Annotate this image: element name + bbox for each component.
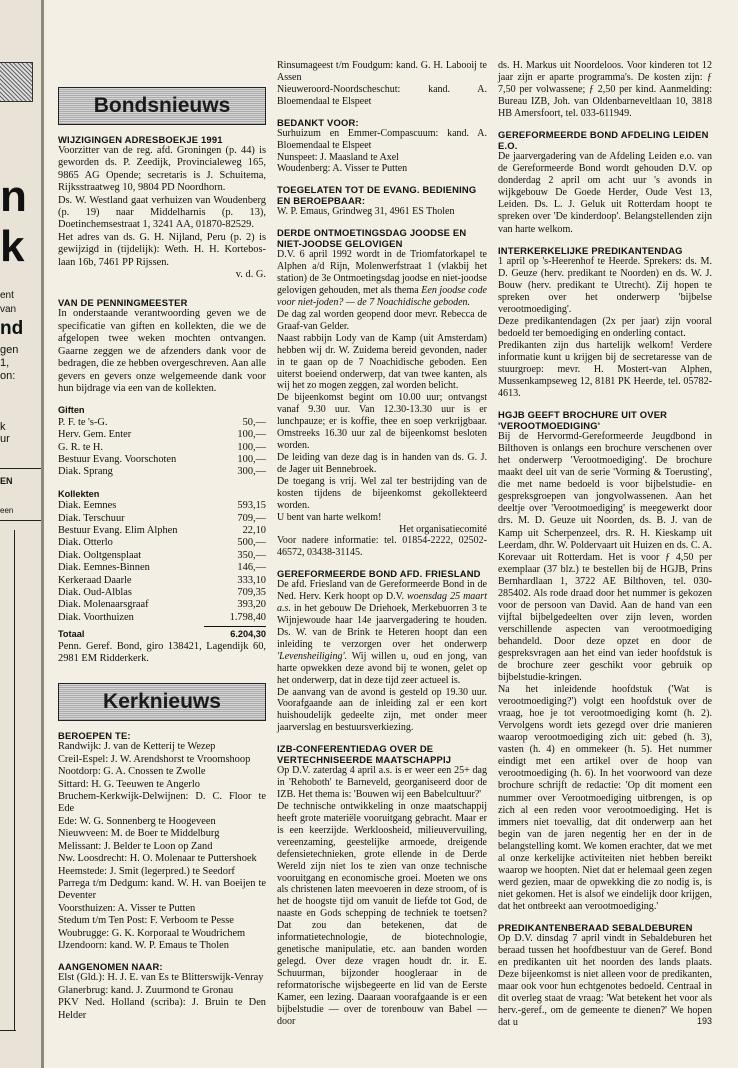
list-item: Glanerbrug: kand. J. Zuurmond te Gronau	[58, 984, 234, 996]
item-name: Diak. Oud-Alblas	[58, 587, 132, 598]
fold-fragment: 1,	[0, 357, 10, 369]
item-amount: 500,—	[237, 537, 266, 549]
paragraph: Voor nadere informatie: tel. 01854-2222, 02502-46572, 03438-31145.	[277, 535, 487, 559]
list-item: Stedum t/m Ten Post: F. Verboom te Pesse	[58, 915, 234, 927]
fold-rule	[0, 520, 44, 521]
column-2	[277, 60, 487, 1028]
list-item: Nieuwveen: M. de Boer te Middelburg	[58, 828, 220, 840]
item-amount: 593,15	[237, 500, 266, 512]
column-3	[498, 60, 712, 1029]
item-name: P. F. te 's-G.	[58, 416, 108, 428]
fold-fragment: k	[0, 421, 6, 433]
item-amount: 1.798,40	[229, 611, 266, 623]
fold-fragment: ent	[0, 290, 14, 301]
list-item: Voorsthuizen: A. Visser te Putten	[58, 902, 196, 914]
fold-rule	[0, 1030, 16, 1031]
paragraph: De leiding van deze dag is in handen van ds. G. J. de Jager uit Bennebroek.	[277, 451, 487, 475]
total-amount: 6.204,30	[230, 629, 266, 640]
paragraph: Ds. W. Westland gaat verhuizen van Woudenberg (p. 19) naar Middelharnis (p. 13), Doetinchemsestraat 1, 3241 AA, 01870-82529.	[58, 194, 266, 231]
paragraph: Voorzitter van de reg. afd. Groningen (p. 44) is geworden ds. P. Zeedijk, Provincialeweg 165, 9865 AG Opende; secretaris is J. Schuitema, Rijksstraatweg 10, 9804 PD Noordhorn.	[58, 145, 266, 194]
item-amount: 300,—	[237, 466, 266, 478]
list-item: Creil-Espel: J. W. Arendshorst te Vroomshoop	[58, 753, 251, 765]
list-item	[58, 562, 266, 574]
heading-leiden: GEREFORMEERDE BOND AFDELING LEIDEN E.O.	[498, 129, 709, 152]
fold-fragment: een	[0, 506, 14, 515]
heading-predikantendag: INTERKERKELIJKE PREDIKANTENDAG	[498, 244, 683, 256]
list-item	[58, 417, 266, 429]
item-name: Kerkeraad Daarle	[58, 574, 132, 586]
list-item: Elst (Gld.): H. J. E. van Es te Blitterswijk-Venray	[58, 972, 264, 984]
fold-fragment: van	[0, 304, 17, 315]
fold-rule	[0, 468, 44, 469]
paragraph: Op D.V. dinsdag 7 april vindt in Sebaldeburen het beraad tussen het hoofdbestuur van de Geref. Bond en predikanten uit het noorden des lands plaats. Deze bijeenkomst is niet alleen voor de predikanten, maar ook voor hun echtgenotes bedoeld. Centraal in dit overleg staat de vraag: 'Wat betekent het voor als herv.-geref., om de gemeente te dienen?' We hopen dat u	[498, 933, 712, 1029]
list-item	[58, 575, 266, 587]
item-amount: 350,—	[237, 549, 266, 561]
list-item: Randwijk: J. van de Ketterij te Wezep	[58, 741, 216, 753]
previous-page-image	[0, 62, 33, 102]
fold-fragment: EN	[0, 476, 13, 486]
list-item: PKV Ned. Holland (scriba): J. Bruin te Den Helder	[58, 997, 266, 1021]
list-item: Bruchem-Kerkwijk-Delwijnen: D. C. Floor te Ede	[58, 791, 266, 815]
heading-hgjb: HGJB GEEFT BROCHURE UIT OVER 'VEROOTMOEDIGING'	[498, 409, 668, 432]
fold-fragment: n	[0, 172, 27, 221]
text-run-italic: woensdag 25 maart a.s.	[277, 591, 487, 615]
item-name: G. R. te H.	[58, 441, 104, 453]
paragraph	[277, 249, 487, 309]
item-name: Diak. Voorthuizen	[58, 611, 134, 623]
paragraph: De bijeenkomst begint om 10.00 uur; ontvangst vanaf 9.30 uur. Van 12.30-13.30 uur is er lunchpauze; er is koffie, thee en soep verkrijgbaar. Omstreeks 16.30 uur zal de bijeenkomst besloten worden.	[277, 392, 487, 452]
list-item: Rinsumageest t/m Foudgum: kand. G. H. Labooij te Assen	[277, 60, 487, 83]
list-item	[58, 454, 266, 466]
list-item	[58, 525, 266, 537]
text-run: De afd. Friesland van de Gereformeerde Bond in de Ned. Herv. Kerk hoopt op D.V.	[277, 579, 487, 603]
paragraph: De toegang is vrij. Wel zal ter bestrijding van de kosten tijdens de bijeenkomst gekollekteerd worden.	[277, 475, 487, 511]
list-item	[58, 429, 266, 441]
paragraph: W. P. Emaus, Grindweg 31, 4961 ES Tholen	[277, 206, 455, 218]
total-row	[58, 628, 266, 640]
item-amount: 393,20	[237, 599, 266, 611]
kollekten-title: Kollekten	[58, 488, 100, 499]
text-run: Wij willen u, oud en jong, van harte opwekken deze avond bij te wonen, gelet op het onderwerp, dat in deze tijd zeer actueel is.	[277, 650, 487, 686]
item-amount: 709,35	[237, 587, 266, 598]
text-run: D.V. 6 april 1992 wordt in de Triomfatorkapel te Alphen a/d Rijn, Molenwerfstraat 1 (vlakbij het station) de 3e Ontmoetingsdag joodse en niet-joodse gelovigen gehouden, met als thema	[277, 249, 487, 297]
paragraph: Predikanten zijn dus hartelijk welkom! Verdere informatie kunt u krijgen bij de secretaresse van de stuurgroep: mevr. H. Mostert-van Alphen, Mussenkampseweg 12, 8181 PK Heerde, tel. 05782-4613.	[498, 339, 712, 400]
item-name: Diak. Eemnes-Binnen	[58, 562, 150, 574]
item-amount: 709,—	[237, 512, 266, 524]
total-rule	[204, 626, 266, 627]
paragraph: De dag zal worden geopend door mevr. Rebecca de Graaf-van Gelder.	[277, 308, 487, 332]
list-item: Woudenberg: A. Visser te Putten	[277, 163, 408, 175]
paragraph: Op D.V. zaterdag 4 april a.s. is er weer een 25+ dag in 'Rehoboth' te Barneveld, georganiseerd door de IZB. Het thema is: 'Bouwen wij een Babelcultuur?'	[277, 765, 487, 801]
heading-sebaldeburen: PREDIKANTENBERAAD SEBALDEBUREN	[498, 922, 693, 933]
heading-beroepen: BEROEPEN TE:	[58, 730, 131, 742]
heading-izb: IZB-CONFERENTIEDAG OVER DE VERTECHNISEERDE MAATSCHAPPIJ	[277, 743, 452, 766]
fold-fragment: gen	[0, 344, 19, 356]
list-item: Nw. Loosdrecht: H. O. Molenaar te Puttershoek	[58, 853, 257, 865]
paragraph: Het adres van ds. G. H. Nijland, Peru (p. 2) is gewijzigd in (tijdelijk): Weth. H. H. Kortebos-laan 16b, 7461 PP Rijssen.	[58, 231, 266, 268]
paragraph: In onderstaande verantwoording geven we de specificatie van giften en kollekten, die we de afgelopen twee weken mochten ontvangen. Gaarne zeggen we de afzenders dank voor de bedragen, die ze hebben overgeschreven. Aan alle gevers en gevers onze welgemeende dank voor hun bijdrage via een van de kollekten.	[58, 308, 266, 394]
paragraph: 1 april op 's-Heerenhof te Heerde. Sprekers: ds. M. D. Geuze (herv. predikant te Noorden) en ds. W. J. Bouw (herv. predikant te Utrecht). Zij hopen te spreken over het onderwerp 'bijbelse verootmoediging'.	[498, 255, 712, 315]
item-name: Diak. Otterlo	[58, 537, 113, 549]
list-item	[58, 513, 266, 525]
list-item: Woubrugge: G. K. Korporaal te Woudrichem	[58, 927, 246, 939]
item-name: Bestuur Evang. Voorschoten	[58, 453, 177, 465]
item-name: Bestuur Evang. Elim Alphen	[58, 524, 178, 536]
heading-bedankt: BEDANKT VOOR:	[277, 116, 359, 128]
item-amount: 100,—	[237, 429, 266, 441]
text-run-italic: Een joodse code voor niet-joden? — de 7 Noachidische geboden.	[277, 285, 487, 308]
column-1	[58, 60, 266, 1022]
fold-fragment: ur	[0, 433, 10, 445]
list-item: Nunspeet: J. Maasland te Axel	[277, 151, 399, 163]
total-label: Totaal	[58, 629, 85, 640]
item-name: Diak. Ooltgensplaat	[58, 549, 142, 561]
paragraph: Bij de Hervormd-Gereformeerde Jeugdbond in Bilthoven is onlangs een brochure verschenen over het onderwerp 'Verootmoediging'. De brochure maakt deel uit van de serie 'Vorming & Toerusting', die met name bedoeld is voor bijbelstudie- en gespreksgroepen van jongvolwassenen. Aan het deeltje over 'Verootmoediging' is meegewerkt door drs. M. D. Geuze uit Noorden, ds. B. J. van de Kamp uit Scherpenzeel, drs. R. H. Kieskamp uit Leerdam, dhr. W. Poldervaart uit Huizen en ds. C. A. Korevaar uit Rotterdam. Het is voor ƒ 4,50 per exemplaar (37 blz.) te bestellen bij de HGJB, Prins Bernhardlaan 1, 3722 AE Bilthoven, tel. 030-285402. Als rode draad door het nummer is gekozen voor de persoon van David. Aan de hand van een vijftal bijbelgedeelten over zijn leven, worden verschillende aspecten van verootmoediging behandeld. Door deze opzet en door de gespreksvragen aan het eind van ieder hoofdstuk is de brochure zeer geschikt voor gebruik op bijbelstudie-kringen.	[498, 431, 712, 684]
fold-fragment: on:	[0, 370, 16, 382]
fold-fragment: nd	[0, 318, 24, 339]
giften-list	[58, 417, 266, 479]
paragraph	[277, 579, 487, 686]
fold-fragment: k	[0, 222, 25, 271]
paragraph: Naast rabbijn Lody van de Kamp (uit Amsterdam) hebben wij dr. W. Zuidema bereid gevonden, nader in te gaan op de 7 Noachidische geboden. Een uiterst boeiend onderwerp, dat van twee kanten, als wij het zo mogen zeggen, zal worden belicht.	[277, 332, 487, 392]
text-run-italic: 'Levensheiliging'.	[277, 650, 348, 662]
paragraph: De technische ontwikkeling in onze maatschappij heeft grote materiële vooruitgang gebracht. Maar er is een keerzijde. Werkloosheid, milieuvervuiling, vereenzaming, geestelijke armoede, dreigende defensietechnieken, grote ellende in de Derde Wereld zijn niet los te zien van onze technische vooruitgang en economische groei. Moeten we ons als christenen laten meevoeren in deze stroom, of is het de hoogste tijd om vanuit de liefde tot God, de naaste en Gods schepping de techniek te toetsen? Dat zou dan betekenen, dat de informatietechnologie, de biotechnologie, genetische manipulatie, etc. aan banden worden gelegd. Over deze vragen houdt dr. ir. E. Schuurman, bijzonder hoogleraar in de reformatorische wijsbegeerte en lid van de Eerste Kamer, een lezing. Daaraan voorafgaande is er een bijbelstudie — over de torenbouw van Babel — door	[277, 801, 487, 1027]
list-item	[58, 537, 266, 549]
item-name: Diak. Eemnes	[58, 500, 117, 512]
list-item: Ede: W. G. Sonnenberg te Hoogeveen	[58, 815, 216, 827]
banner-bondsnieuws: Bondsnieuws	[58, 87, 266, 125]
list-item	[58, 442, 266, 454]
item-amount: 333,10	[237, 574, 266, 586]
list-item: Nieuweroord-Noordscheschut: kand. A. Bloemendaal te Elspeet	[277, 83, 487, 107]
paragraph: U bent van harte welkom!	[277, 511, 382, 523]
list-item: Heemstede: J. Smit (legerpred.) te Seedorf	[58, 865, 235, 877]
paragraph: Deze predikantendagen (2x per jaar) zijn vooral bedoeld ter bemoediging en onderling contact.	[498, 315, 712, 339]
heading-penningmeester: VAN DE PENNINGMEESTER	[58, 297, 188, 309]
previous-page-edge	[0, 0, 44, 1068]
list-item	[58, 599, 266, 611]
heading-toegelaten: TOEGELATEN TOT DE EVANG. BEDIENING EN BEROEPBAAR:	[277, 184, 477, 207]
list-item: Melissant: J. Belder te Loon op Zand	[58, 840, 213, 852]
paragraph: ds. H. Markus uit Noordeloos. Voor kinderen tot 12 jaar zijn er aparte programma's. De kosten zijn: ƒ 7,50 per volwassene; ƒ 2,50 per kind. Aanmelding: Bureau IZB, Joh. van Oldenbarneveltlaan 10, 3818 HB Amersfoort, tel. 033-611949.	[498, 60, 712, 120]
banner-kerknieuws: Kerknieuws	[58, 683, 266, 721]
giften-title: Giften	[58, 405, 85, 416]
heading-aangenomen: AANGENOMEN NAAR:	[58, 961, 163, 973]
fold-frame	[14, 530, 15, 1030]
list-item: IJzendoorn: kand. W. P. Emaus te Tholen	[58, 939, 229, 951]
list-item: Nootdorp: G. A. Cnossen te Zwolle	[58, 766, 206, 778]
item-amount: 50,—	[242, 416, 266, 428]
signature: Het organisatiecomité	[399, 523, 487, 535]
heading-friesland: GEREFORMEERDE BOND AFD. FRIESLAND	[277, 568, 481, 580]
list-item: Surhuizum en Emmer-Compascuum: kand. A. Bloemendaal te Elspeet	[277, 127, 487, 151]
item-amount: 100,—	[237, 441, 266, 453]
paragraph: De aanvang van de avond is gesteld op 19.30 uur. Voorafgaande aan de inleiding zal er een kort huishoudelijk gedeelte zijn, met onder meer jaarverslag en bestuursverkiezing.	[277, 686, 487, 734]
text-run: in het gebouw De Driehoek, Merkebuorren 3 te Wijnjewoude haar 14e jaarvergadering te houden. Ds. W. van de Brink te Heteren hoopt dan een inleiding te verzorgen over het onderwerp	[277, 603, 487, 650]
kollekten-list	[58, 500, 266, 624]
paragraph: De jaarvergadering van de Afdeling Leiden e.o. van de Gereformeerde Bond wordt gehouden D.V. op donderdag 2 april om acht uur 's avonds in wijkgebouw De Goede Herder, Oude Vest 13, Leiden. Ds. L. J. Geluk uit Rotterdam hoopt te spreken over 'De kinderdoop'. Belangstellenden zijn van harte welkom.	[498, 151, 712, 235]
list-item	[58, 612, 266, 624]
item-name: Diak. Sprang	[58, 466, 113, 478]
list-item	[58, 587, 266, 599]
item-name: Diak. Molenaarsgraaf	[58, 599, 149, 611]
heading-adresboekje: WIJZIGINGEN ADRESBOEKJE 1991	[58, 134, 223, 145]
heading-ontmoetingsdag: DERDE ONTMOETINGSDAG JOODSE EN NIET-JOODSE GELOVIGEN	[277, 227, 467, 250]
paragraph: Na het inleidende hoofdstuk ('Wat is verootmoediging?') volgt een hoofdstuk over de vraag, hoe je tot verootmoediging komt (h. 2). Vervolgens wordt iets gezegd over drie manieren waarop verootmoediging zich uit: gebed (h. 3), vasten (h. 4) en ommekeer (h. 5). Het nummer eindigt met een artikel over de hoop van verootmoediging (h. 6). In het voorwoord van deze brochure schrijft de redactie: 'Op dit moment een nummer over Verootmoediging uitbrengen, is op zich al een reden voor verootmoediging. Het is immers niet toevallig, dat dit onderwerp aan het begin van de jaren negentig her en der in de belangstelling komt. We komen erachter, dat we met al onze kerkelijke activiteiten niet hebben bereikt waarop we hoopten. Niet dat er helemaal geen zegen werd gezien, maar de opwekking die zo nodig is, is niet gekomen. Het is alsof we eindelijk door krijgen, dat het ontbreekt aan verootmoediging.'	[498, 684, 712, 912]
list-item: Parrega t/m Dedgum: kand. W. H. van Boeijen te Deventer	[58, 877, 266, 902]
list-item	[58, 500, 266, 512]
item-name: Diak. Terschuur	[58, 512, 125, 524]
item-amount: 100,—	[237, 453, 266, 465]
list-item	[58, 466, 266, 478]
signature: v. d. G.	[235, 269, 266, 281]
list-item: Sittard: H. G. Teeuwen te Angerlo	[58, 778, 200, 790]
item-amount: 22,10	[242, 524, 266, 536]
item-amount: 146,—	[237, 562, 266, 574]
item-name: Herv. Gem. Enter	[58, 429, 132, 441]
page-number: 193	[696, 1016, 712, 1026]
list-item	[58, 550, 266, 562]
paragraph: Penn. Geref. Bond, giro 138421, Lagendijk 60, 2981 EM Ridderkerk.	[58, 640, 266, 665]
